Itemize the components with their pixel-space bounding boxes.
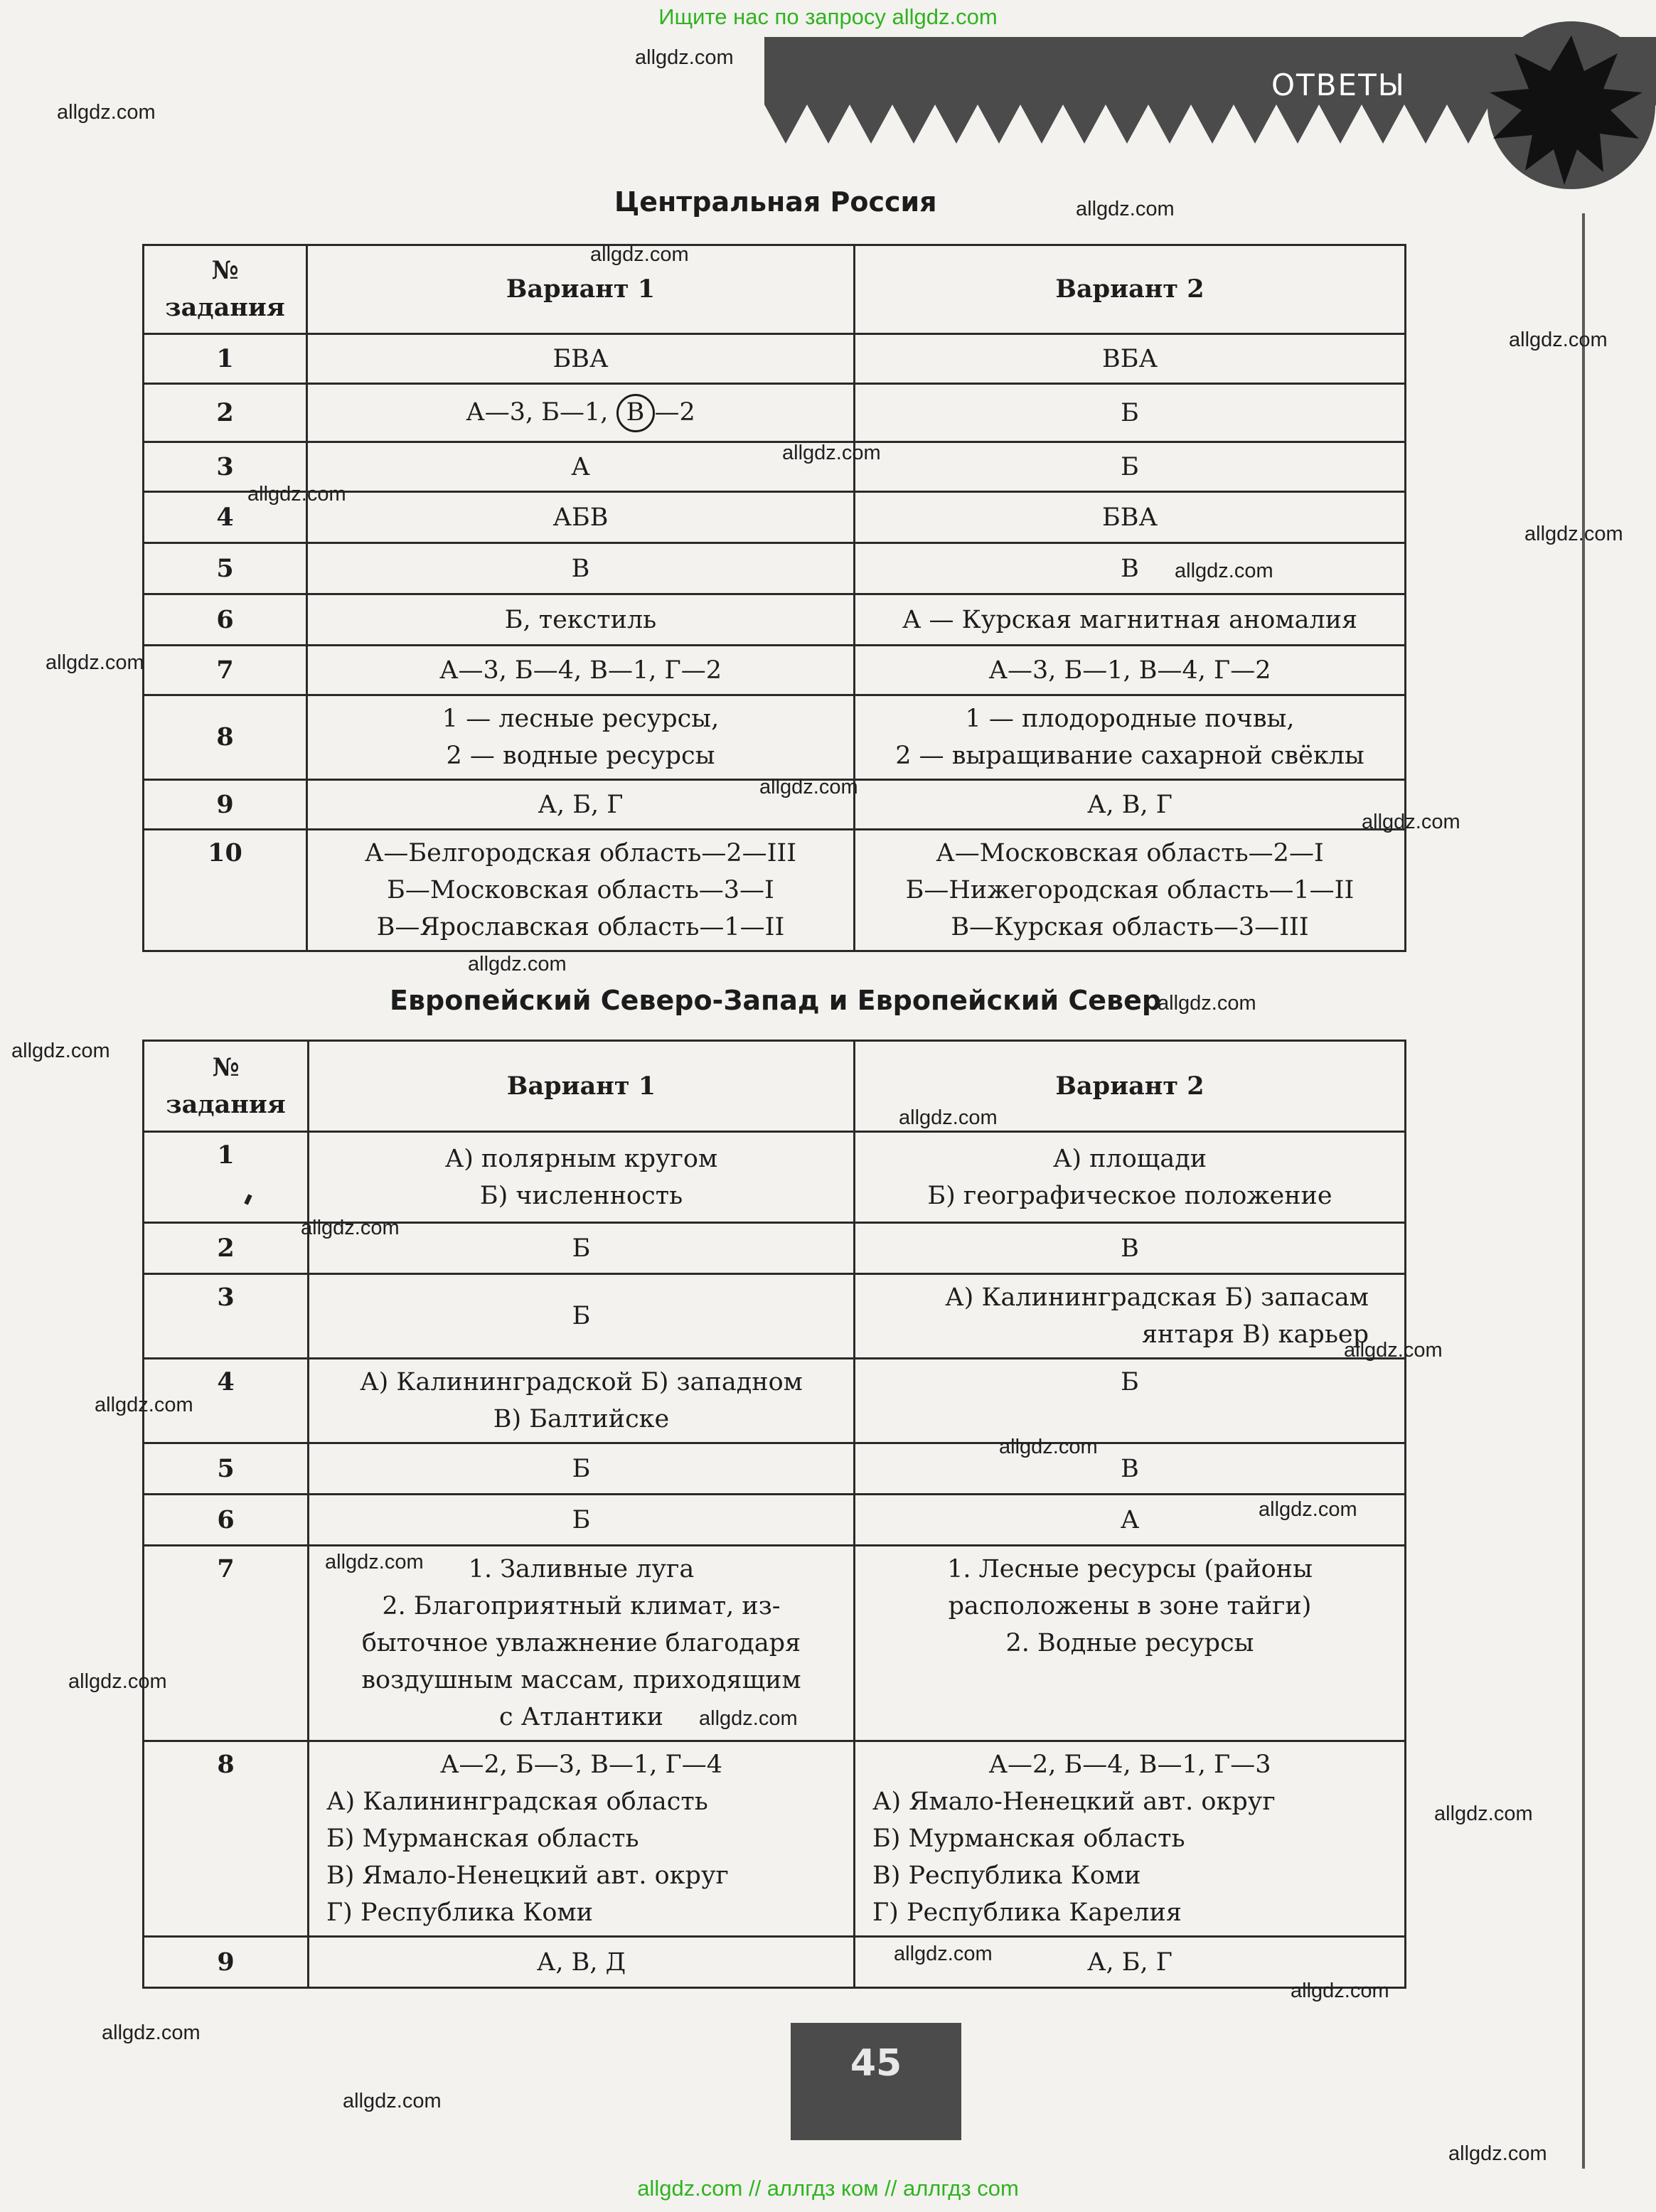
task-number: 2 xyxy=(144,1223,309,1274)
answer-line: А) Калининградская Б) запасам xyxy=(945,1283,1369,1312)
variant-1-answer: А xyxy=(307,442,855,492)
task-number: 9 xyxy=(144,780,307,830)
page-edge-rule xyxy=(1582,213,1585,2169)
answer-part: —2 xyxy=(654,397,695,427)
variant-2-answer: ВБА xyxy=(855,334,1406,384)
variant-1-answer xyxy=(307,384,855,442)
task-number: 5 xyxy=(144,1443,309,1495)
table-row xyxy=(144,1274,1406,1359)
watermark[interactable]: allgdz.com xyxy=(301,1217,400,1239)
variant-2-answer: А—3, Б—1, В—4, Г—2 xyxy=(855,646,1406,695)
watermark[interactable]: allgdz.com xyxy=(1076,198,1175,220)
task-number: 8 xyxy=(144,1741,309,1937)
watermark[interactable]: allgdz.com xyxy=(1524,523,1623,545)
variant-1-answer: БВА xyxy=(307,334,855,384)
answer-line: янтаря В) карьер xyxy=(1141,1320,1369,1349)
table-header-row xyxy=(144,1041,1406,1132)
variant-2-answer: В xyxy=(855,1443,1406,1495)
watermark[interactable]: allgdz.com xyxy=(46,651,144,674)
watermark[interactable]: allgdz.com xyxy=(1175,560,1273,582)
answers-table-central-russia xyxy=(142,244,1406,952)
answer-part: А—3, Б—1, xyxy=(466,397,609,427)
task-number: 4 xyxy=(144,1359,309,1443)
watermark[interactable]: allgdz.com xyxy=(590,243,689,266)
section-title-central-russia: Центральная Россия xyxy=(614,186,937,218)
variant-1-answer: А, В, Д xyxy=(309,1937,855,1988)
table-row xyxy=(144,830,1406,951)
watermark[interactable]: allgdz.com xyxy=(1362,811,1460,833)
variant-1-answer: Б xyxy=(309,1223,855,1274)
table-row xyxy=(144,1495,1406,1546)
variant-2-answer: Б xyxy=(855,384,1406,442)
variant-2-answer: Б xyxy=(855,1359,1406,1443)
answer-line: А) площади xyxy=(1052,1144,1207,1173)
header-variant-2: Вариант 2 xyxy=(855,1041,1406,1132)
variant-2-answer xyxy=(855,830,1406,951)
variant-2-answer xyxy=(855,1741,1406,1937)
watermark[interactable]: allgdz.com xyxy=(11,1040,110,1062)
task-number: 2 xyxy=(144,384,307,442)
variant-2-answer: А — Курская магнитная аномалия xyxy=(855,594,1406,646)
variant-2-answer xyxy=(855,1546,1406,1741)
variant-2-answer xyxy=(855,695,1406,780)
table-row xyxy=(144,1132,1406,1223)
star-icon xyxy=(1465,21,1656,192)
answer-line: А) Ямало-Ненецкий авт. округ xyxy=(872,1788,1276,1816)
variant-1-answer: Б xyxy=(309,1274,855,1359)
task-number: 6 xyxy=(144,594,307,646)
task-number: 8 xyxy=(144,695,307,780)
watermark[interactable]: allgdz.com xyxy=(57,101,156,124)
watermark[interactable]: allgdz.com xyxy=(635,46,734,69)
variant-2-answer xyxy=(855,1132,1406,1223)
answer-line: расположены в зоне тайги) xyxy=(948,1592,1312,1620)
watermark[interactable]: allgdz.com xyxy=(468,953,567,976)
watermark[interactable]: allgdz.com xyxy=(343,2090,442,2112)
header-task-number: № задания xyxy=(144,245,307,334)
answer-line: Г) Республика Коми xyxy=(326,1898,593,1927)
watermark[interactable]: allgdz.com xyxy=(1291,1979,1389,2002)
task-number: 7 xyxy=(144,1546,309,1741)
watermark[interactable]: allgdz.com xyxy=(1344,1339,1443,1362)
table-row xyxy=(144,1443,1406,1495)
watermark[interactable]: allgdz.com xyxy=(699,1707,798,1730)
task-number: 1 xyxy=(144,334,307,384)
answer-line: Б) численность xyxy=(479,1181,683,1210)
variant-2-answer: В xyxy=(855,543,1406,594)
answer-line: 2. Водные ресурсы xyxy=(1005,1629,1254,1657)
answer-line: Б) географическое положение xyxy=(927,1181,1332,1210)
watermark[interactable]: allgdz.com xyxy=(782,442,881,464)
variant-2-answer: А, В, Г xyxy=(855,780,1406,830)
bottom-banner[interactable]: allgdz.com // аллгдз ком // аллгдз com xyxy=(637,2176,1019,2201)
variant-1-answer: А, Б, Г xyxy=(307,780,855,830)
watermark[interactable]: allgdz.com xyxy=(325,1551,424,1573)
watermark[interactable]: allgdz.com xyxy=(1434,1802,1533,1825)
answer-line: А) Калининградской Б) западном xyxy=(360,1368,803,1396)
answer-line: В—Ярославская область—1—II xyxy=(376,913,785,941)
answer-line: 2 — водные ресурсы xyxy=(446,742,715,770)
answer-line: 2. Благоприятный климат, из- xyxy=(382,1592,781,1620)
header-task-number: № задания xyxy=(144,1041,309,1132)
watermark[interactable]: allgdz.com xyxy=(759,776,858,798)
answer-line: А) полярным кругом xyxy=(444,1144,718,1173)
answer-line: Б) Мурманская область xyxy=(326,1824,639,1853)
answer-line: Б—Московская область—3—I xyxy=(387,876,774,904)
answer-line: 1 — плодородные почвы, xyxy=(965,705,1295,733)
task-number: 7 xyxy=(144,646,307,695)
answer-line: 1 — лесные ресурсы, xyxy=(442,705,720,733)
table-row xyxy=(144,646,1406,695)
answer-line: В) Ямало-Ненецкий авт. округ xyxy=(326,1861,729,1890)
task-number: 1 xyxy=(144,1132,309,1223)
header-variant-1: Вариант 1 xyxy=(309,1041,855,1132)
watermark[interactable]: allgdz.com xyxy=(1509,328,1608,351)
watermark[interactable]: allgdz.com xyxy=(102,2021,201,2044)
table-row xyxy=(144,1741,1406,1937)
answer-line: с Атлантики xyxy=(499,1703,663,1731)
top-banner[interactable]: Ищите нас по запросу allgdz.com xyxy=(658,4,998,29)
watermark[interactable]: allgdz.com xyxy=(899,1106,998,1129)
watermark[interactable]: allgdz.com xyxy=(1158,992,1256,1015)
circled-letter: В xyxy=(616,394,655,432)
table-row xyxy=(144,384,1406,442)
header-title: ОТВЕТЫ xyxy=(1271,68,1406,102)
table-row xyxy=(144,695,1406,780)
variant-1-answer xyxy=(307,695,855,780)
watermark[interactable]: allgdz.com xyxy=(68,1670,167,1693)
answer-line: А) Калининградская область xyxy=(326,1788,708,1816)
answer-line: 1. Заливные луга xyxy=(468,1555,695,1583)
variant-1-answer xyxy=(309,1741,855,1937)
watermark[interactable]: allgdz.com xyxy=(95,1394,193,1416)
table-row xyxy=(144,1359,1406,1443)
watermark[interactable]: allgdz.com xyxy=(247,483,346,506)
table-row xyxy=(144,594,1406,646)
table-row xyxy=(144,1937,1406,1988)
task-number: 3 xyxy=(144,442,307,492)
variant-2-answer: Б xyxy=(855,442,1406,492)
task-number: 3 xyxy=(144,1274,309,1359)
answer-line: Б) Мурманская область xyxy=(872,1824,1185,1853)
answer-line: быточное увлажнение благодаря xyxy=(361,1629,801,1657)
variant-2-answer: А, Б, Г xyxy=(855,1937,1406,1988)
variant-2-answer: А xyxy=(855,1495,1406,1546)
answer-line: Б—Нижегородская область—1—II xyxy=(905,876,1355,904)
table-header-row xyxy=(144,245,1406,334)
task-number: 9 xyxy=(144,1937,309,1988)
answer-line: В) Балтийске xyxy=(493,1405,670,1433)
variant-1-answer: Б xyxy=(309,1495,855,1546)
variant-2-answer xyxy=(855,1274,1406,1359)
header-variant-1: Вариант 1 xyxy=(307,245,855,334)
task-number: 6 xyxy=(144,1495,309,1546)
table-row xyxy=(144,334,1406,384)
task-number: 10 xyxy=(144,830,307,951)
watermark[interactable]: allgdz.com xyxy=(1448,2142,1547,2165)
answer-line: 1. Лесные ресурсы (районы xyxy=(947,1555,1313,1583)
answer-line: В—Курская область—3—III xyxy=(951,913,1309,941)
watermark[interactable]: allgdz.com xyxy=(894,1943,993,1965)
variant-1-answer: АБВ xyxy=(307,492,855,543)
variant-1-answer xyxy=(309,1359,855,1443)
answer-line: А—2, Б—4, В—1, Г—3 xyxy=(988,1751,1271,1779)
variant-2-answer: В xyxy=(855,1223,1406,1274)
answer-line: А—2, Б—3, В—1, Г—4 xyxy=(440,1751,722,1779)
watermark[interactable]: allgdz.com xyxy=(1259,1498,1357,1521)
answers-table-north-west xyxy=(142,1040,1406,1989)
section-title-north-west: Европейский Северо-Запад и Европейский Север xyxy=(390,985,1162,1016)
answer-line: А—Белгородская область—2—III xyxy=(364,839,797,867)
variant-1-answer xyxy=(309,1132,855,1223)
answer-line: воздушным массам, приходящим xyxy=(361,1666,801,1694)
answer-line: 2 — выращивание сахарной свёклы xyxy=(895,742,1364,770)
variant-1-answer xyxy=(307,830,855,951)
variant-1-answer: В xyxy=(307,543,855,594)
answer-line: Г) Республика Карелия xyxy=(872,1898,1182,1927)
variant-2-answer: БВА xyxy=(855,492,1406,543)
header-variant-2: Вариант 2 xyxy=(855,245,1406,334)
task-number: 4 xyxy=(144,492,307,543)
variant-1-answer: Б, текстиль xyxy=(307,594,855,646)
task-number: 5 xyxy=(144,543,307,594)
answer-line: А—Московская область—2—I xyxy=(936,839,1324,867)
answer-line: В) Республика Коми xyxy=(872,1861,1141,1890)
variant-1-answer: Б xyxy=(309,1443,855,1495)
page-number: 45 xyxy=(850,2042,902,2085)
variant-1-answer: А—3, Б—4, В—1, Г—2 xyxy=(307,646,855,695)
watermark[interactable]: allgdz.com xyxy=(999,1436,1098,1458)
